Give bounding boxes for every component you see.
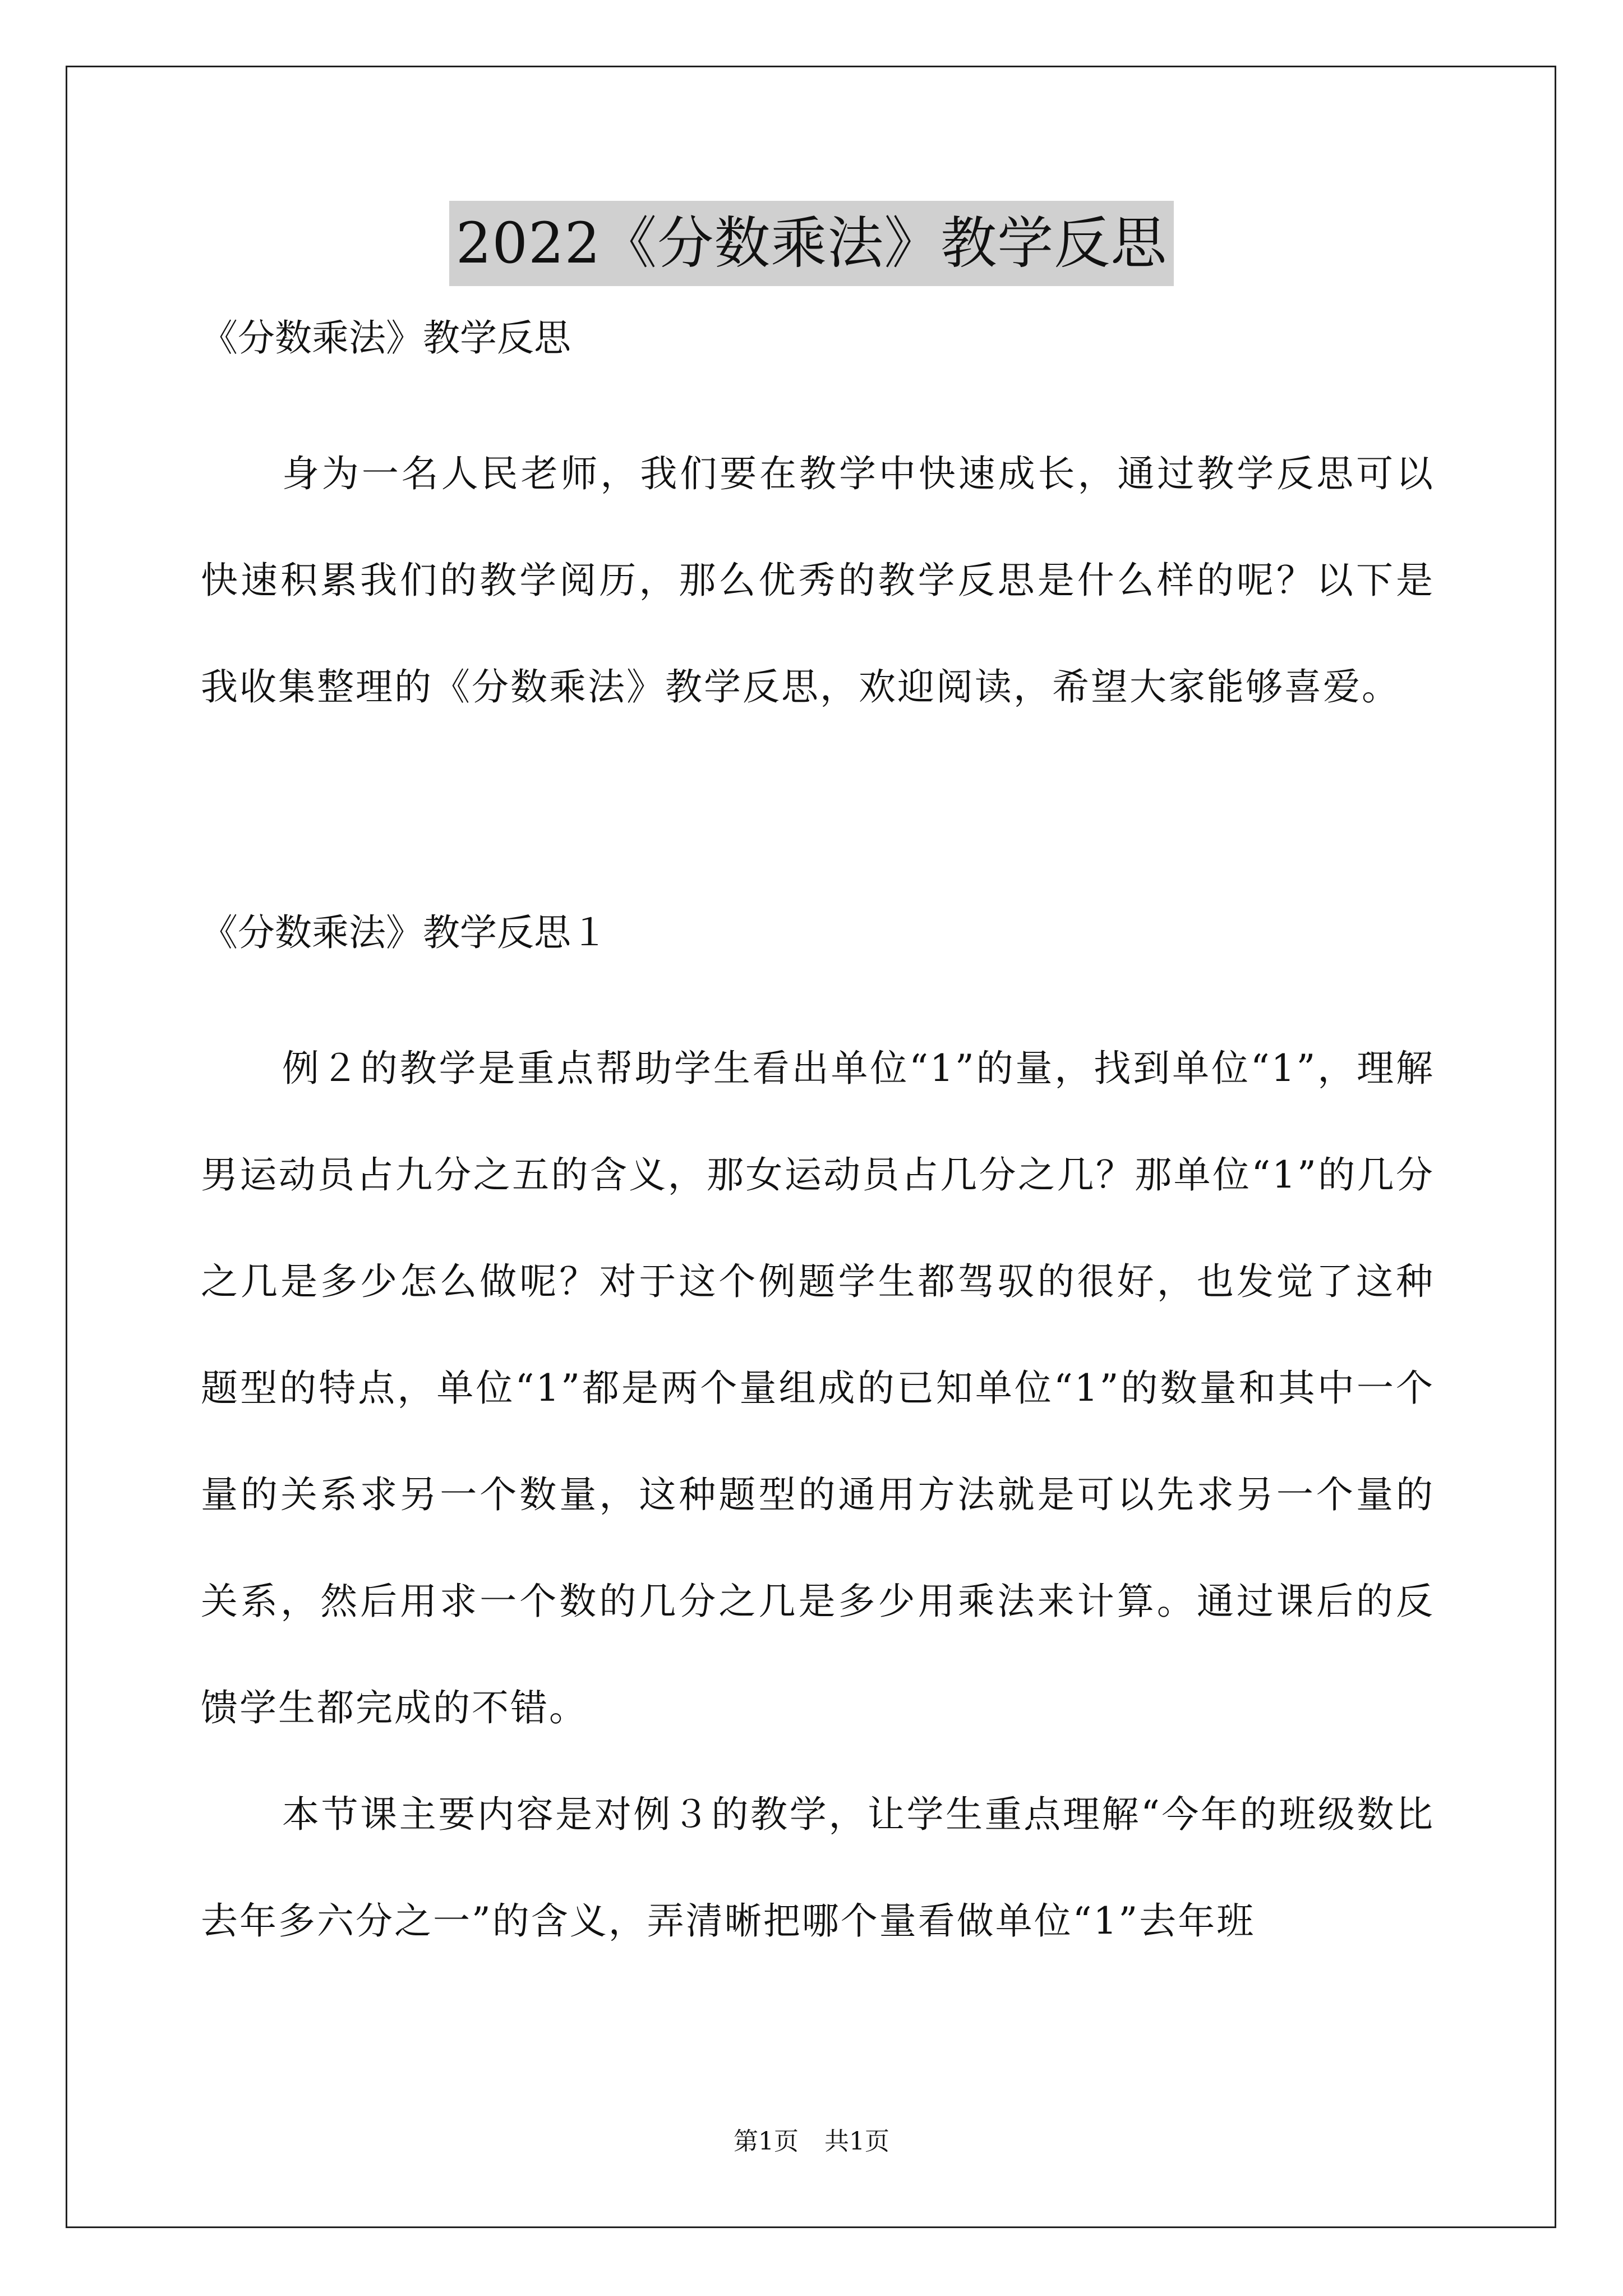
page-footer — [0, 2125, 1623, 2159]
page-number: 第1页 — [734, 2127, 799, 2156]
document-title: 2022《分数乘法》教学反思 — [449, 201, 1174, 286]
document-body — [201, 314, 1435, 1975]
intro-paragraph: 身为一名人民老师，我们要在教学中快速成长，通过教学反思可以快速积累我们的教学阅历，那么优秀的教学反思是什么样的呢？以下是我收集整理的《分数乘法》教学反思，欢迎阅读，希望大家能够喜爱。 — [201, 452, 1435, 708]
total-pages: 共1页 — [824, 2127, 889, 2156]
section-paragraph-2: 本节课主要内容是对例３的教学，让学生重点理解“今年的班级数比去年多六分之一”的含义，弄清晰把哪个量看做单位“1”去年班 — [201, 1793, 1435, 1943]
section-heading: 《分数乘法》教学反思１ — [201, 911, 608, 954]
title-container — [0, 201, 1623, 286]
intro-heading: 《分数乘法》教学反思 — [201, 316, 571, 360]
section-paragraph-1: 例２的教学是重点帮助学生看出单位“1”的量，找到单位“1”，理解男运动员占九分之五的含义，那女运动员占几分之几？那单位“1”的几分之几是多少怎么做呢？对于这个例题学生都驾驭的很好，也发觉了这种题型的特点，单位“1”都是两个量组成的已知单位“1”的数量和其中一个量的关系求另一个数量，这种题型的通用方法就是可以先求另一个量的关系，然后用求一个数的几分之几是多少用乘法来计算。通过课后的反馈学生都完成的不错。 — [201, 1047, 1435, 1729]
